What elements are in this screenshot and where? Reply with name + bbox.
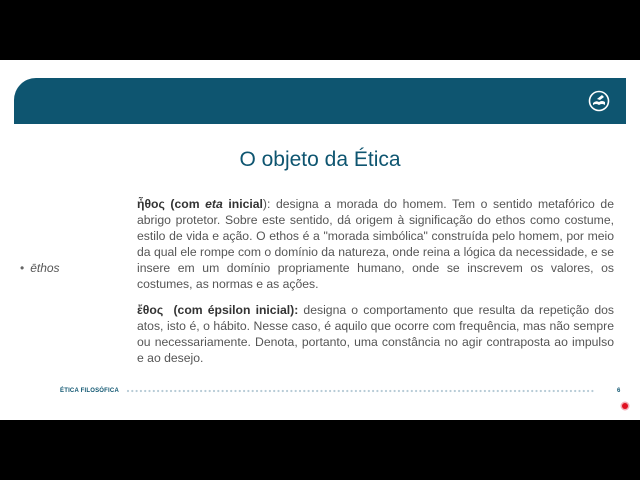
footer-dot [217,390,219,392]
paragraph-body: designa o comportamento que resulta da repetição dos atos, isto é, o hábito. Nesse caso, é aquilo que ocorre com frequência, mas não sempre ou necessariamente. Denota, portanto, uma constância no agir contraposta ao impulso e ao desejo. [137,303,614,365]
footer-dot [265,390,267,392]
footer-dot [437,390,439,392]
footer-dot [144,390,146,392]
footer-dot [376,390,378,392]
record-dot-icon [622,403,628,409]
footer-dot [574,390,576,392]
footer-dot [402,390,404,392]
footer-dot [548,390,550,392]
bullet-label: ēthos [30,261,60,275]
footer-dot [497,390,499,392]
footer-dot [368,390,370,392]
footer-dot [411,390,413,392]
footer-dot [441,390,443,392]
footer-dot [510,390,512,392]
header-bar [14,78,626,124]
footer-dot [174,390,176,392]
footer-dot [282,390,284,392]
footer-dot [381,390,383,392]
footer-dot [127,390,129,392]
footer-dot [333,390,335,392]
footer-dot [583,390,585,392]
footer-dot [514,390,516,392]
footer-dot [394,390,396,392]
footer-dot [359,390,361,392]
footer-dot [445,390,447,392]
greek-term: ἔθος [137,303,164,317]
footer-dot [346,390,348,392]
term-emphasis: eta [205,197,223,211]
footer-dot [355,390,357,392]
footer-dot [303,390,305,392]
footer-dot [351,390,353,392]
footer-dot [557,390,559,392]
footer-dot [389,390,391,392]
footer-dot [325,390,327,392]
footer-dot [252,390,254,392]
footer-dot [424,390,426,392]
footer-dot [286,390,288,392]
term-qualifier: (com épsilon inicial): [163,303,299,317]
footer-dot [484,390,486,392]
footer-dot [415,390,417,392]
bullet-item [20,261,60,275]
footer-dot [222,390,224,392]
footer-dot [566,390,568,392]
footer-label: ÉTICA FILOSÓFICA [60,388,119,394]
footer-dot [170,390,172,392]
footer-dot [570,390,572,392]
footer-dot [230,390,232,392]
footer-dot [256,390,258,392]
footer-dot [239,390,241,392]
footer-dot [372,390,374,392]
footer-dot [540,390,542,392]
bullet-dot-icon: • [20,261,25,275]
footer-dot [488,390,490,392]
footer-dot [480,390,482,392]
footer-dot [587,390,589,392]
footer-dot [492,390,494,392]
footer-dot [204,390,206,392]
footer-dot [234,390,236,392]
footer-dot [153,390,155,392]
slide-title: O objeto da Ética [239,148,401,171]
footer-dot [277,390,279,392]
page-number: 6 [617,388,621,394]
footer-dot [200,390,202,392]
footer-dot [316,390,318,392]
footer-dotted-line [126,387,594,395]
footer-dot [523,390,525,392]
footer-dot [131,390,133,392]
footer-dot [247,390,249,392]
footer-dot [471,390,473,392]
paragraph-eta [137,196,614,292]
footer-dot [260,390,262,392]
footer-dot [140,390,142,392]
footer-dot [501,390,503,392]
footer-dot [179,390,181,392]
footer-dot [166,390,168,392]
footer-dot [462,390,464,392]
footer-dot [419,390,421,392]
footer-dot [243,390,245,392]
footer-dot [591,390,593,392]
footer-dot [467,390,469,392]
footer-dot [148,390,150,392]
footer-dot [320,390,322,392]
footer-dot [187,390,189,392]
footer-dot [273,390,275,392]
footer-dot [531,390,533,392]
footer-dot [578,390,580,392]
term-qualifier-end: inicial [222,197,263,211]
paragraph-epsilon [137,302,614,366]
footer-dot [449,390,451,392]
footer-dot [535,390,537,392]
footer-dot [338,390,340,392]
footer-dot [432,390,434,392]
footer-dot [161,390,163,392]
term-eta [137,197,263,211]
book-bird-logo-icon [588,90,610,112]
footer-dot [342,390,344,392]
footer-dot [209,390,211,392]
footer-dot [329,390,331,392]
footer-dot [312,390,314,392]
footer-dot [505,390,507,392]
footer-dot [561,390,563,392]
term-qualifier: (com [170,197,206,211]
presentation-slide [0,60,640,420]
footer-dot [226,390,228,392]
footer-dot [191,390,193,392]
footer-dot [213,390,215,392]
footer-dot [454,390,456,392]
term-epsilon [137,303,298,317]
footer-dot [363,390,365,392]
footer-dot [295,390,297,392]
footer-dot [385,390,387,392]
footer-dot [458,390,460,392]
footer-dot [299,390,301,392]
footer-dot [183,390,185,392]
footer-dot [518,390,520,392]
footer-dot [398,390,400,392]
content-body [137,196,614,376]
footer-dot [544,390,546,392]
footer-dot [136,390,138,392]
footer-dot [475,390,477,392]
paragraph-body: ): designa a morada do homem. Tem o sentido metafórico de abrigo protetor. Sobre este sentido, dá origem à significação do ethos como costume, estilo de vida e ação. O ethos é a "morada simbólica" construída pelo homem, por meio da qual ele rompe com o domínio da natureza, onde reina a lógica da necessidade, e se insere em um domínio propriamente humano, onde se inscrevem os valores, os costumes, as normas e as ações. [137,197,614,291]
greek-term: ἦθος [137,197,165,211]
footer-dot [553,390,555,392]
footer-dot [406,390,408,392]
footer-dot [157,390,159,392]
footer-dot [290,390,292,392]
footer-dot [527,390,529,392]
footer-dot [269,390,271,392]
footer-dot [196,390,198,392]
footer-dot [308,390,310,392]
footer-dot [428,390,430,392]
